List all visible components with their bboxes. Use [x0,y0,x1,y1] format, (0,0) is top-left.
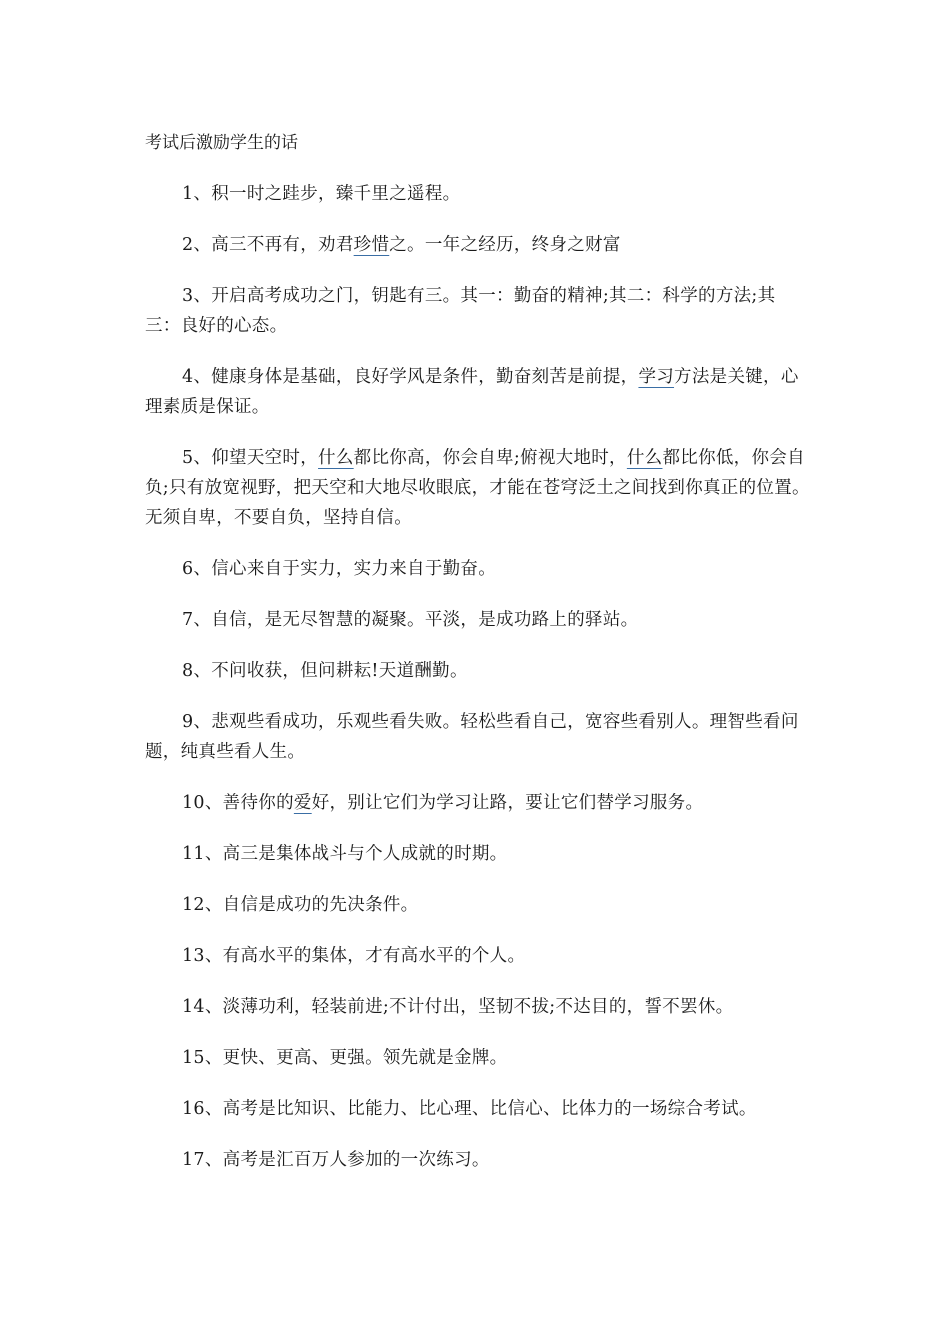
paragraph-text: 11、高三是集体战斗与个人成就的时期。 [182,844,508,864]
paragraph-7 [145,605,810,635]
document-page [145,128,810,1196]
paragraph-text: 4、健康身体是基础，良好学风是条件，勤奋刻苦是前提， [182,367,639,387]
paragraph-11 [145,839,810,869]
paragraph-10 [145,788,810,818]
paragraph-text: 17、高考是汇百万人参加的一次练习。 [182,1150,490,1170]
paragraph-1 [145,179,810,209]
paragraph-6 [145,554,810,584]
paragraph-15 [145,1043,810,1073]
paragraph-2 [145,230,810,260]
underlined-link[interactable]: 爱 [293,793,312,813]
paragraph-text: 12、自信是成功的先决条件。 [182,895,419,915]
underlined-link[interactable]: 什么 [626,448,663,468]
paragraph-text: 13、有高水平的集体，才有高水平的个人。 [182,946,526,966]
paragraph-text: 9、悲观些看成功，乐观些看失败。轻松些看自己，宽容些看别人。理智些看问题，纯真些看人生。 [145,712,799,762]
paragraph-text: 1、积一时之跬步，臻千里之遥程。 [182,184,461,204]
paragraph-12 [145,890,810,920]
paragraph-text: 14、淡薄功利，轻装前进;不计付出，坚韧不拔;不达目的，誓不罢休。 [182,997,734,1017]
paragraph-13 [145,941,810,971]
paragraph-16 [145,1094,810,1124]
paragraph-text: 5、仰望天空时， [182,448,319,468]
paragraph-9 [145,707,810,767]
paragraph-8 [145,656,810,686]
document-title: 考试后激励学生的话 [145,133,298,153]
underlined-link[interactable]: 学习 [638,367,675,387]
paragraph-5 [145,443,810,533]
paragraph-text: 16、高考是比知识、比能力、比心理、比信心、比体力的一场综合考试。 [182,1099,757,1119]
paragraph-17 [145,1145,810,1175]
paragraph-text: 3、开启高考成功之门，钥匙有三。其一：勤奋的精神;其二：科学的方法;其三：良好的心态。 [145,286,776,336]
paragraph-text: 方法是关键，心理素质是保证。 [145,367,799,417]
underlined-link[interactable]: 什么 [318,448,354,468]
paragraph-text: 好，别让它们为学习让路，要让它们替学习服务。 [311,793,704,813]
paragraph-text: 6、信心来自于实力，实力来自于勤奋。 [182,559,497,579]
paragraph-4 [145,362,810,422]
paragraph-text: 10、善待你的 [182,793,294,813]
paragraph-text: 都比你高，你会自卑;俯视大地时， [353,448,627,468]
paragraph-3 [145,281,810,341]
paragraph-14 [145,992,810,1022]
paragraph-text: 2、高三不再有，劝君 [182,235,354,255]
paragraph-text: 都比你低，你会自负;只有放宽视野，把天空和大地尽收眼底，才能在苍穹泛土之间找到你真正的位置。无须自卑，不要自负，坚持自信。 [145,448,810,528]
paragraph-text: 7、自信，是无尽智慧的凝聚。平淡，是成功路上的驿站。 [182,610,639,630]
paragraph-text: 15、更快、更高、更强。领先就是金牌。 [182,1048,508,1068]
underlined-link[interactable]: 珍惜 [353,235,390,255]
paragraph-text: 之。一年之经历，终身之财富 [389,235,621,255]
paragraph-text: 8、不问收获，但问耕耘!天道酬勤。 [182,661,468,681]
